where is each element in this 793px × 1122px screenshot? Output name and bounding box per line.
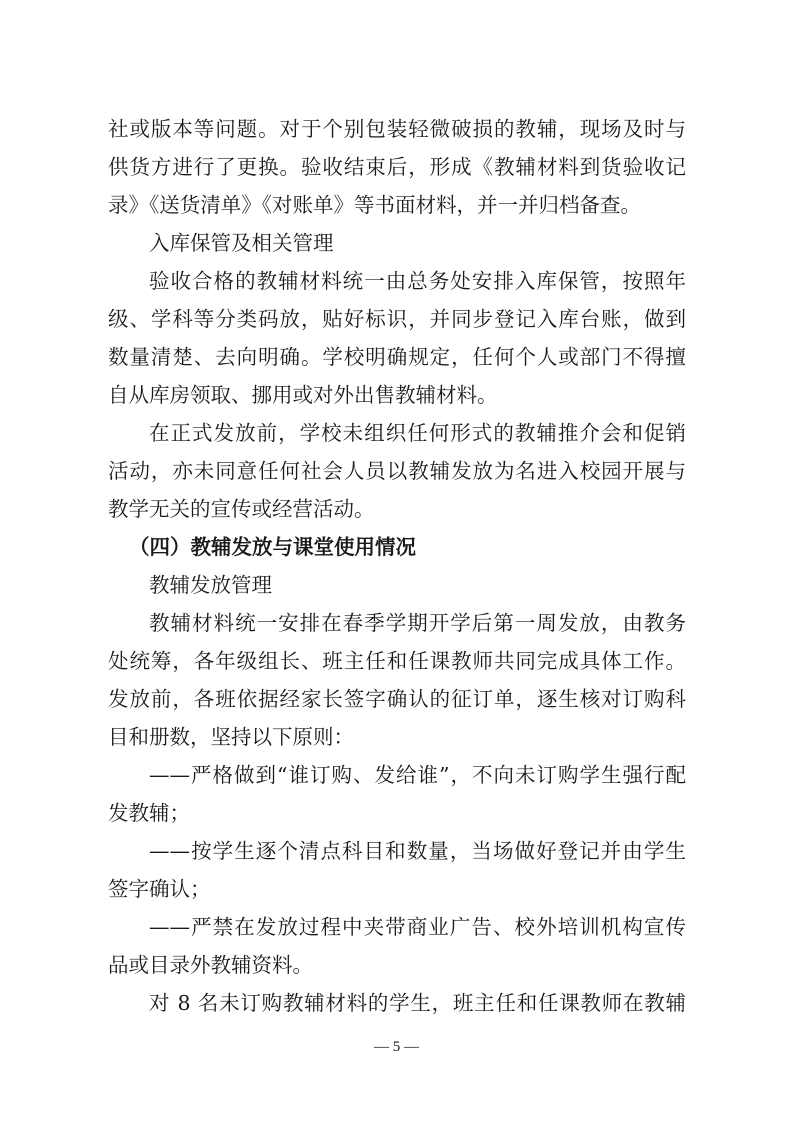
list-item-line: ——按学生逐个清点科目和数量，当场做好登记并由学生: [149, 839, 686, 863]
paragraph-line: 供货方进行了更换。验收结束后，形成《教辅材料到货验收记: [108, 155, 686, 179]
paragraph-line: 对 8 名未订购教辅材料的学生，班主任和任课教师在教辅: [149, 991, 686, 1015]
paragraph-line: 社或版本等问题。对于个别包装轻微破损的教辅，现场及时与: [108, 117, 686, 141]
paragraph-line: 录》《送货清单》《对账单》等书面材料，并一并归档备查。: [108, 193, 641, 217]
list-item-line: ——严禁在发放过程中夹带商业广告、校外培训机构宣传: [149, 915, 686, 939]
list-item-line: ——严格做到“谁订购、发给谁”，不向未订购学生强行配: [149, 763, 686, 787]
paragraph-line: 目和册数，坚持以下原则：: [108, 725, 354, 749]
list-item-line: 发教辅；: [108, 801, 190, 825]
subheading: 教辅发放管理: [149, 573, 272, 597]
page-number: — 5 —: [374, 1039, 419, 1055]
paragraph-line: 自从库房领取、挪用或对外出售教辅材料。: [108, 383, 498, 407]
paragraph-line: 验收合格的教辅材料统一由总务处安排入库保管，按照年: [149, 269, 686, 293]
paragraph-line: 发放前，各班依据经家长签字确认的征订单，逐生核对订购科: [108, 687, 686, 711]
paragraph-line: 数量清楚、去向明确。学校明确规定，任何个人或部门不得擅: [108, 345, 686, 369]
paragraph-line: 在正式发放前，学校未组织任何形式的教辅推介会和促销: [149, 421, 686, 445]
list-item-line: 品或目录外教辅资料。: [108, 953, 313, 977]
paragraph-line: 教辅材料统一安排在春季学期开学后第一周发放，由教务: [149, 611, 686, 635]
paragraph-line: 级、学科等分类码放，贴好标识，并同步登记入库台账，做到: [108, 307, 686, 331]
section-heading: （四）教辅发放与课堂使用情况: [129, 535, 416, 559]
paragraph-line: 活动，亦未同意任何社会人员以教辅发放为名进入校园开展与: [108, 459, 686, 483]
list-item-line: 签字确认；: [108, 877, 211, 901]
paragraph-line: 教学无关的宣传或经营活动。: [108, 497, 375, 521]
paragraph-line: 处统筹，各年级组长、班主任和任课教师共同完成具体工作。: [108, 649, 686, 673]
subheading: 入库保管及相关管理: [149, 231, 334, 255]
